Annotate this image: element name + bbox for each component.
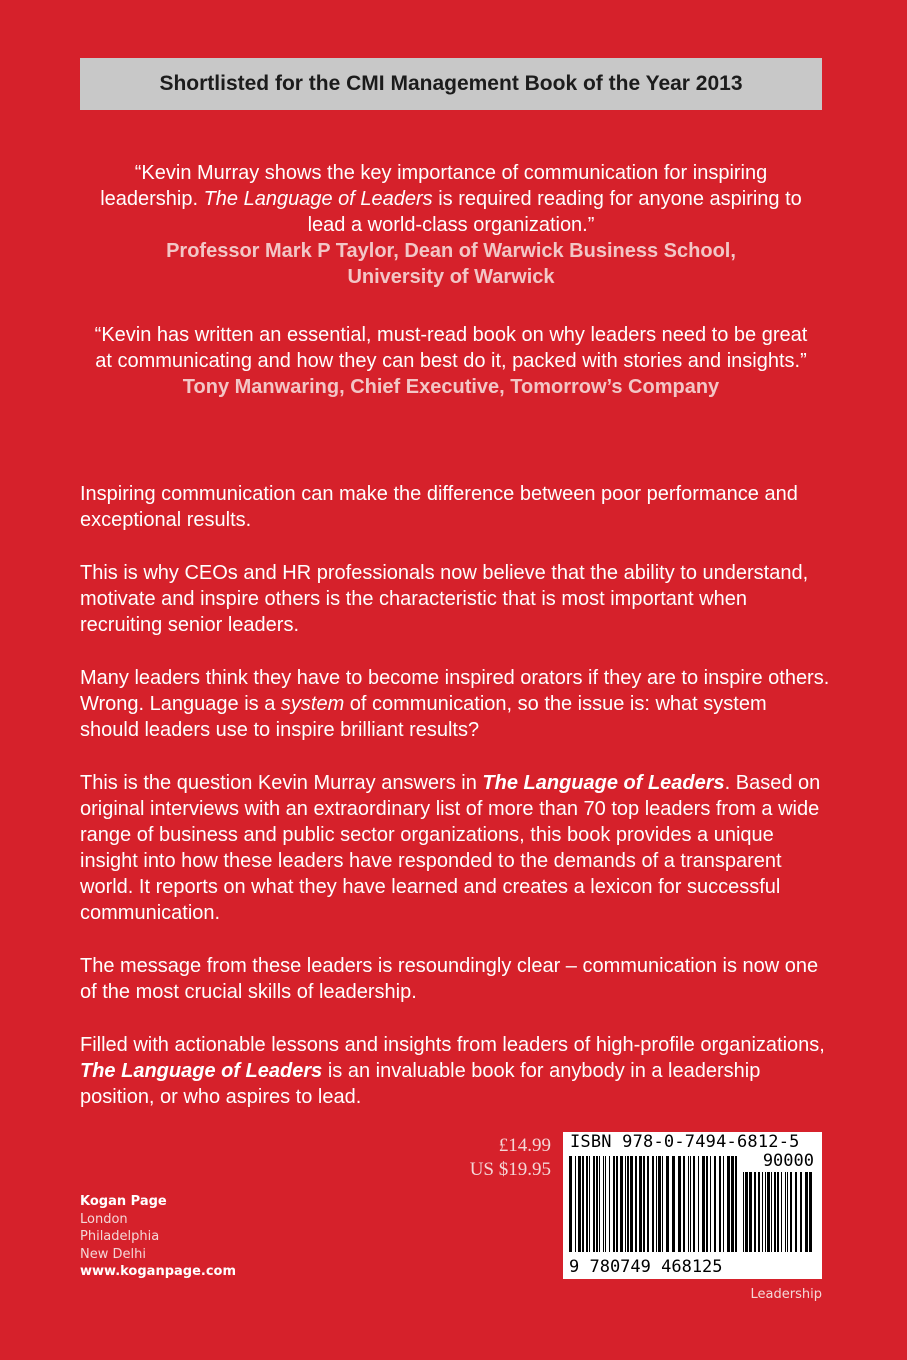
barcode-bars-icon (569, 1156, 737, 1252)
barcode-bar (745, 1172, 748, 1252)
barcode-bar (635, 1156, 637, 1252)
publisher-info (80, 1193, 236, 1281)
blurb-paragraph: This is the question Kevin Murray answers in The Language of Leaders. Based on original interviews with an extraordinary list of more than 70 top leaders from a wide range of business and public sector organizations, this book provides a unique insight into how these leaders have responded to the demands of a transparent world. It reports on what they have learned and creates a lexicon for successful communication. (80, 772, 821, 924)
barcode-bar (758, 1172, 760, 1252)
barcode-bar (662, 1156, 663, 1252)
barcode-bar (693, 1156, 695, 1252)
barcode-bar (774, 1172, 776, 1252)
barcode-bar (672, 1156, 675, 1252)
publisher-city: New Delhi (80, 1246, 146, 1262)
barcode-bar (809, 1172, 812, 1252)
ean-number: 9 780749 468125 (569, 1257, 723, 1277)
barcode-bar (658, 1156, 661, 1252)
price-block (440, 1134, 551, 1182)
blurb-paragraph: The message from these leaders is resoundingly clear – communication is now one of the most crucial skills of leadership. (80, 955, 819, 1003)
barcode-bar (767, 1172, 770, 1252)
blurb-paragraph: Many leaders think they have to become inspired orators if they are to inspire others. Wrong. Language is a system of communication, so the issue is: what system should leaders use to inspire brilliant results? (80, 667, 830, 741)
blurb (80, 481, 830, 1137)
barcode-bar (735, 1156, 737, 1252)
barcode-bar (743, 1172, 744, 1252)
isbn-label: ISBN 978-0-7494-6812-5 (570, 1132, 800, 1152)
quote-attribution-affiliation: University of Warwick (347, 266, 555, 288)
barcode-bar (630, 1156, 633, 1252)
barcode-bar (625, 1156, 626, 1252)
barcode-bar (710, 1156, 711, 1252)
blurb-paragraph: This is why CEOs and HR professionals now believe that the ability to understand, motivate and inspire others is the characteristic that is most important when recruiting senior leaders. (80, 562, 809, 636)
barcode-bar (639, 1156, 642, 1252)
barcode-bar (647, 1156, 649, 1252)
barcode-bar (575, 1156, 576, 1252)
quote-text: “Kevin has written an essential, must-read book on why leaders need to be great at communicating and how they can best do it, packed with stories and insights.” (94, 324, 808, 372)
barcode-bar (582, 1156, 584, 1252)
barcode-bar (666, 1156, 669, 1252)
book-title: The Language of Leaders (80, 1060, 323, 1082)
barcode-bar (790, 1172, 792, 1252)
barcode-bar (578, 1156, 581, 1252)
barcode-bar (727, 1156, 730, 1252)
endorsement-quote-2 (90, 322, 812, 400)
barcode-bar (731, 1156, 734, 1252)
category-label: Leadership (750, 1287, 822, 1302)
book-title: The Language of Leaders (203, 188, 433, 210)
quote-attribution: Tony Manwaring, Chief Executive, Tomorrow’s Company (182, 376, 720, 398)
barcode-bar (714, 1156, 716, 1252)
blurb-paragraph: Filled with actionable lessons and insights from leaders of high-profile organizations, The Language of Leaders is an invaluable book for anybody in a leadership position, or who aspires to lead. (80, 1034, 825, 1108)
barcode-bar (616, 1156, 618, 1252)
barcode-bar (643, 1156, 645, 1252)
publisher-url: www.koganpage.com (80, 1264, 237, 1279)
barcode-bar (596, 1156, 598, 1252)
barcode-addon-number: 90000 (762, 1151, 814, 1171)
barcode-bar (656, 1156, 657, 1252)
barcode-bar (678, 1156, 681, 1252)
barcode-bar (787, 1172, 788, 1252)
barcode-bar (605, 1156, 606, 1252)
price-gbp: £14.99 (498, 1135, 551, 1156)
barcode-bar (620, 1156, 623, 1252)
barcode-bar (627, 1156, 629, 1252)
barcode-bar (785, 1172, 786, 1252)
award-banner: Shortlisted for the CMI Management Book of the Year 2013 (80, 58, 822, 110)
barcode-bar (698, 1156, 699, 1252)
barcode-bar (805, 1172, 808, 1252)
barcode-bar (683, 1156, 685, 1252)
barcode-bar (569, 1156, 572, 1252)
publisher-city: London (80, 1211, 128, 1227)
barcode-bar (652, 1156, 654, 1252)
barcode-bar (613, 1156, 615, 1252)
barcode-bar (777, 1172, 779, 1252)
barcode-bar (603, 1156, 604, 1252)
barcode-bar (690, 1156, 691, 1252)
barcode-bar (723, 1156, 724, 1252)
blurb-paragraph: Inspiring communication can make the difference between poor performance and exceptional results. (80, 483, 798, 531)
publisher-name: Kogan Page (80, 1194, 167, 1209)
barcode-bar (749, 1172, 752, 1252)
barcode-bar (688, 1156, 689, 1252)
barcode-bar (762, 1172, 763, 1252)
barcode (563, 1132, 822, 1279)
barcode-bar (702, 1156, 705, 1252)
quote-attribution: Professor Mark P Taylor, Dean of Warwick Business School, (166, 240, 736, 262)
barcode-bar (800, 1172, 802, 1252)
publisher-city: Philadelphia (80, 1229, 160, 1244)
endorsement-quote-1 (90, 160, 812, 290)
barcode-bar (599, 1156, 600, 1252)
barcode-bar (706, 1156, 708, 1252)
barcode-bar (719, 1156, 721, 1252)
barcode-bar (765, 1172, 766, 1252)
quote-text: “Kevin Murray shows the key importance of communication for inspiring leadership. The Language of Leaders is required reading for anyone aspiring to lead a world-class organization.” (100, 162, 802, 236)
barcode-bar (771, 1172, 772, 1252)
barcode-bar (609, 1156, 610, 1252)
barcode-bar (754, 1172, 756, 1252)
barcode-addon-bars-icon (743, 1172, 813, 1252)
barcode-bar (593, 1156, 595, 1252)
price-usd: US $19.95 (469, 1159, 551, 1180)
barcode-bar (795, 1172, 797, 1252)
barcode-bar (589, 1156, 590, 1252)
barcode-bar (586, 1156, 588, 1252)
book-title: The Language of Leaders (482, 772, 725, 794)
barcode-bar (781, 1172, 782, 1252)
